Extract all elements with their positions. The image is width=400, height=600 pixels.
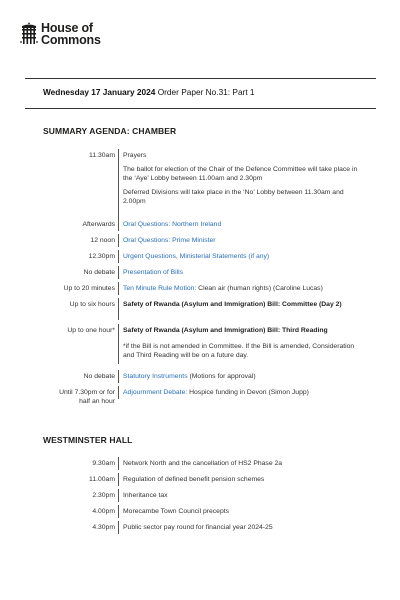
- row-divider: [118, 521, 119, 534]
- agenda-item: Morecambe Town Council precepts: [123, 508, 230, 515]
- agenda-item: [123, 300, 363, 309]
- order-paper-date: Wednesday 17 January 2024: [43, 87, 156, 97]
- agenda-item-link[interactable]: Oral Questions: Northern Ireland: [123, 221, 222, 228]
- agenda-item: [123, 372, 363, 381]
- row-divider: [118, 457, 119, 470]
- agenda-time: Up to one hour*: [67, 327, 115, 334]
- agenda-item: Regulation of defined benefit pension schemes: [123, 476, 265, 483]
- logo-wordmark: [41, 22, 101, 46]
- header-rule-top: [25, 78, 376, 79]
- agenda-time: Up to 20 minutes: [63, 285, 115, 292]
- agenda-item: [123, 236, 363, 245]
- agenda-item-detail: Clean air (human rights) (Caroline Lucas): [196, 285, 323, 292]
- agenda-time: Afterwards: [82, 221, 115, 228]
- row-divider: [118, 489, 119, 502]
- row-divider: [118, 386, 119, 399]
- agenda-note: The ballot for election of the Chair of the Defence Committee will take place in the ‘Aye’ Lobby between 11.00am and 2.30pm: [123, 166, 358, 182]
- agenda-item-link[interactable]: Urgent Questions, Ministerial Statements (if any): [123, 253, 270, 260]
- agenda-item: [123, 220, 363, 229]
- row-divider: [118, 298, 119, 320]
- row-divider: [118, 473, 119, 486]
- agenda-item-link[interactable]: Presentation of Bills: [123, 269, 184, 276]
- agenda-item-detail: (Motions for approval): [187, 373, 256, 380]
- agenda-time: 4.00pm: [92, 508, 115, 515]
- agenda-note: *if the Bill is not amended in Committee. If the Bill is amended, Consideration and Third Reading will be on a future day.: [123, 343, 355, 359]
- row-divider: [118, 370, 119, 383]
- agenda-time: 4.30pm: [92, 524, 115, 531]
- agenda-item-link[interactable]: Adjournment Debate:: [123, 389, 188, 396]
- row-divider: [118, 250, 119, 263]
- logo-line-2: Commons: [41, 33, 101, 47]
- agenda-item-title: Prayers: [123, 152, 147, 159]
- agenda-time: 12 noon: [90, 237, 115, 244]
- agenda-item-detail: Third Reading: [280, 327, 328, 334]
- agenda-time: 12.30pm: [88, 253, 115, 260]
- agenda-item: [123, 284, 363, 293]
- westminster-hall-section-title: WESTMINSTER HALL: [43, 435, 133, 445]
- agenda-item: Network North and the cancellation of HS2 Phase 2a: [123, 460, 283, 467]
- row-divider: [118, 149, 119, 220]
- agenda-item-link[interactable]: Safety of Rwanda (Asylum and Immigration) Bill:: [123, 327, 281, 334]
- agenda-time-line-2: half an hour: [79, 398, 115, 405]
- agenda-item: Public sector pay round for financial year 2024-25: [123, 524, 273, 531]
- agenda-time: 2.30pm: [92, 492, 115, 499]
- agenda-item-heading: [123, 326, 363, 335]
- chamber-section-title: SUMMARY AGENDA: CHAMBER: [43, 126, 177, 136]
- agenda-time: [25, 388, 115, 406]
- agenda-time: 11.30am: [89, 152, 115, 159]
- row-divider: [118, 218, 119, 231]
- row-divider: [118, 266, 119, 279]
- agenda-item: [123, 388, 363, 397]
- agenda-item-link[interactable]: Oral Questions: Prime Minister: [123, 237, 216, 244]
- agenda-item: [123, 268, 363, 277]
- agenda-item-link[interactable]: Ten Minute Rule Motion:: [123, 285, 197, 292]
- agenda-time: 9.30am: [92, 460, 115, 467]
- house-of-commons-logo: [20, 22, 101, 46]
- agenda-time: Up to six hours: [69, 301, 115, 308]
- row-divider: [118, 282, 119, 295]
- logo-line-1: House of: [41, 21, 93, 35]
- agenda-time: 11.00am: [89, 476, 115, 483]
- agenda-item-link[interactable]: Safety of Rwanda (Asylum and Immigration) Bill:: [123, 301, 281, 308]
- agenda-item-detail: Hospice funding in Devon (Simon Jupp): [187, 389, 309, 396]
- agenda-item-detail: Committee (Day 2): [280, 301, 342, 308]
- agenda-time: No debate: [83, 373, 115, 380]
- agenda-item: Inheritance tax: [123, 492, 168, 499]
- agenda-time: No debate: [83, 269, 115, 276]
- row-divider: [118, 234, 119, 247]
- agenda-item: [123, 252, 363, 261]
- order-paper-dateline: [43, 87, 255, 97]
- row-divider: [118, 324, 119, 364]
- portcullis-icon: [20, 22, 38, 46]
- agenda-item: [123, 326, 363, 360]
- header-rule-bottom: [25, 108, 376, 109]
- order-paper-subtitle: Order Paper No.31: Part 1: [157, 87, 255, 97]
- agenda-time-line-1: Until 7.30pm or for: [59, 389, 115, 396]
- agenda-item-link[interactable]: Statutory Instruments: [123, 373, 188, 380]
- agenda-item: [123, 151, 363, 206]
- agenda-note: Deferred Divisions will take place in the ‘No’ Lobby between 11.30am and 2.00pm: [123, 189, 344, 205]
- row-divider: [118, 505, 119, 518]
